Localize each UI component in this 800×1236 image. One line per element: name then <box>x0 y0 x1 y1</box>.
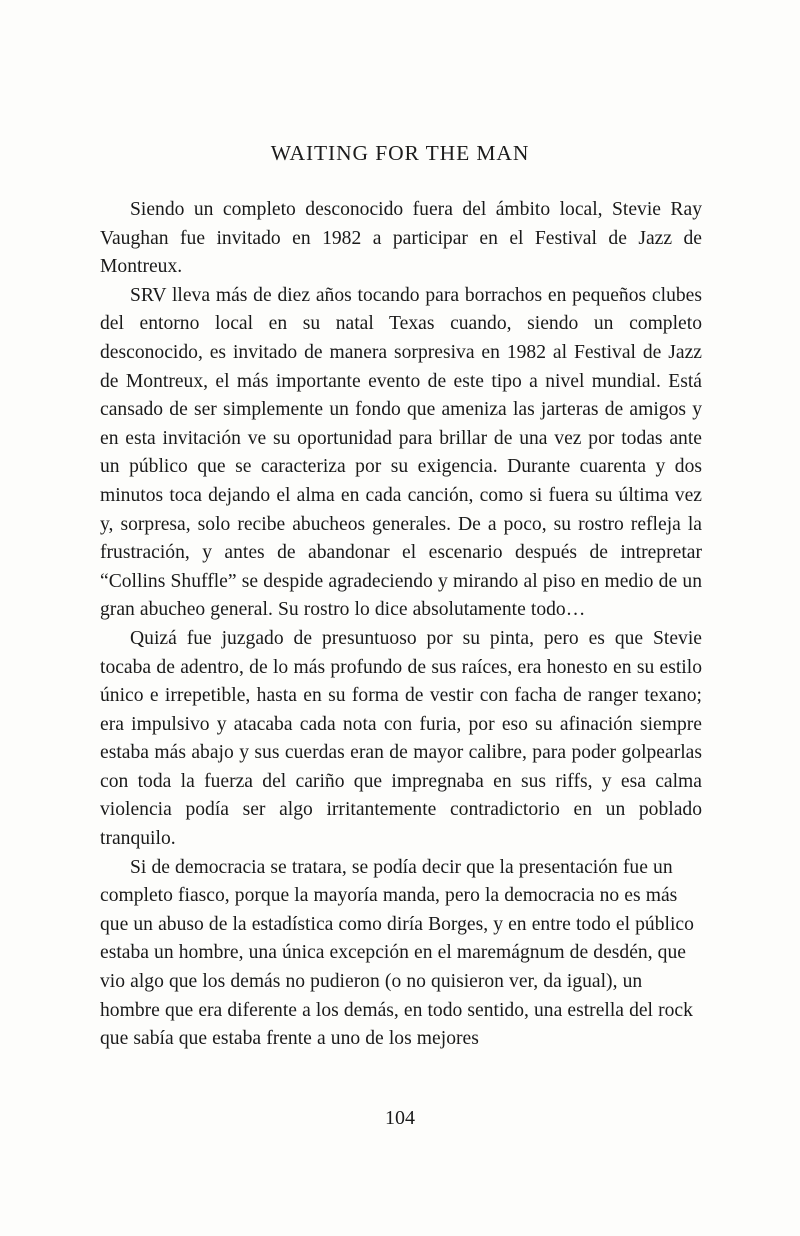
paragraph: SRV lleva más de diez años tocando para borrachos en pequeños clubes del entorno local en su natal Texas cuando, siendo un completo desconocido, es invitado de manera sorpresiva en 1982 al Festival de Jazz de Montreux, el más importante evento de este tipo a nivel mundial. Está cansado de ser simplemente un fondo que ameniza las jarteras de amigos y en esta invitación ve su oportunidad para brillar de una vez por todas ante un público que se caracteriza por su exigencia. Durante cuarenta y dos minutos toca dejando el alma en cada canción, como si fuera su última vez y, sorpresa, solo recibe abucheos generales. De a poco, su rostro refleja la frustración, y antes de abandonar el escenario después de intrepretar “Collins Shuffle” se despide agradeciendo y mirando al piso en medio de un gran abucheo general. Su rostro lo dice absolutamente todo… <box>100 284 702 621</box>
running-head: WAITING FOR THE MAN <box>270 141 530 165</box>
paragraph: Quizá fue juzgado de presuntuoso por su pinta, pero es que Stevie tocaba de adentro, de lo más profundo de sus raíces, era honesto en su estilo único e irrepetible, hasta en su forma de vestir con facha de ranger texano; era impulsivo y atacaba cada nota con furia, por eso su afinación siempre estaba más abajo y sus cuerdas eran de mayor calibre, para poder golpearlas con toda la fuerza del cariño que impregnaba en sus riffs, y esa calma violencia podía ser algo irritantemente contradictorio en un poblado tranquilo. <box>100 627 702 850</box>
paragraph: Si de democracia se tratara, se podía decir que la presentación fue un completo fiasco, porque la mayoría manda, pero la democracia no es más que un abuso de la estadística como diría Borges, y en entre todo el público estaba un hombre, una única excepción en el maremágnum de desdén, que vio algo que los demás no pudieron (o no quisieron ver, da igual), un hombre que era diferente a los demás, en todo sentido, una estrella del rock que sabía que estaba frente a uno de los mejores <box>100 856 694 1050</box>
body-text-block <box>100 196 702 1054</box>
paragraph: Siendo un completo desconocido fuera del ámbito local, Stevie Ray Vaughan fue invitado en 1982 a participar en el Festival de Jazz de Montreux. <box>100 199 702 278</box>
page-number: 104 <box>385 1107 415 1129</box>
